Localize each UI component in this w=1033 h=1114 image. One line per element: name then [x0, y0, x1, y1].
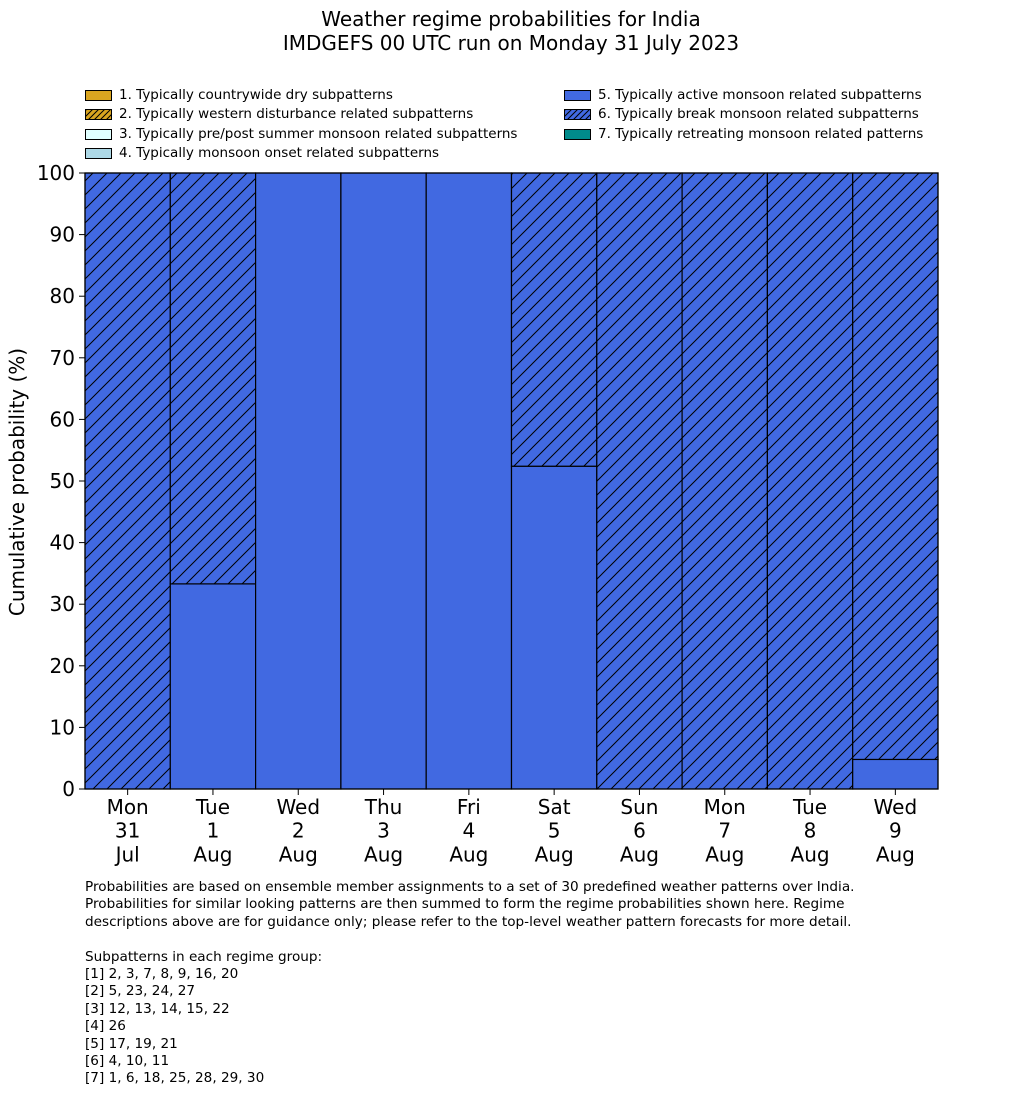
bar-active-4: [426, 173, 511, 789]
x-tick-label: Sun: [620, 795, 659, 819]
x-tick-label: 6: [633, 818, 646, 843]
legend-label: 5. Typically active monsoon related subpatterns: [598, 87, 922, 103]
x-tick-label: Tue: [195, 795, 231, 819]
bar-active-5: [512, 466, 597, 789]
y-tick-label: 20: [49, 653, 75, 678]
bar-break-5: [512, 173, 597, 466]
x-tick-label: Wed: [276, 795, 321, 819]
x-tick-label: Fri: [456, 795, 481, 819]
bar-break-0: [85, 173, 170, 789]
x-tick-label: 8: [803, 818, 817, 843]
bar-active-3: [341, 173, 426, 789]
legend-label: 1. Typically countrywide dry subpatterns: [119, 87, 393, 103]
y-tick-label: 80: [49, 284, 75, 309]
x-tick-label: Aug: [364, 842, 404, 867]
x-tick-label: Thu: [364, 795, 403, 819]
x-tick-label: 5: [547, 818, 561, 843]
x-tick-label: Aug: [790, 842, 830, 867]
x-tick-label: 2: [291, 818, 305, 843]
x-axis: [107, 789, 918, 866]
y-tick-label: 40: [49, 530, 75, 555]
y-tick-label: 70: [49, 345, 75, 370]
group-line: [7] 1, 6, 18, 25, 28, 29, 30: [85, 1070, 265, 1087]
bar-active-9: [853, 759, 938, 789]
x-tick-label: Aug: [193, 842, 233, 867]
footnote-line: Probabilities for similar looking patterns are then summed to form the regime probabilities shown here. Regime: [85, 896, 845, 913]
bar-break-6: [597, 173, 682, 789]
x-tick-label: 1: [206, 818, 220, 843]
group-line: [2] 5, 23, 24, 27: [85, 983, 196, 1000]
footnote-line: descriptions above are for guidance only; please refer to the top-level weather pattern forecasts for more detail.: [85, 913, 852, 930]
bar-break-9: [853, 173, 938, 759]
x-tick-label: 3: [377, 818, 390, 843]
y-tick-label: 10: [49, 715, 75, 740]
y-axis-label: Cumulative probability (%): [5, 347, 29, 617]
group-line: [6] 4, 10, 11: [85, 1053, 170, 1070]
x-tick-label: Wed: [873, 795, 918, 819]
bar-break-8: [767, 173, 852, 789]
legend-label: 7. Typically retreating monsoon related patterns: [598, 125, 924, 142]
y-axis: [37, 161, 85, 801]
y-tick-label: 30: [49, 592, 75, 617]
group-line: [5] 17, 19, 21: [85, 1035, 178, 1052]
x-tick-label: 31: [114, 818, 141, 843]
bar-active-2: [256, 173, 341, 789]
legend-label: 4. Typically monsoon onset related subpatterns: [119, 144, 440, 161]
x-tick-label: Mon: [106, 795, 149, 819]
groups-list: [85, 966, 854, 1088]
y-tick-label: 90: [49, 222, 75, 247]
footnote-paragraph: [85, 879, 854, 931]
x-tick-label: Aug: [449, 842, 489, 867]
bar-active-1: [170, 584, 255, 789]
legend-label: 3. Typically pre/post summer monsoon related subpatterns: [119, 125, 518, 142]
x-tick-label: Sat: [537, 795, 571, 819]
x-tick-label: 7: [718, 818, 732, 843]
x-tick-label: 4: [462, 818, 476, 843]
x-tick-label: Tue: [792, 795, 828, 819]
x-tick-label: Aug: [534, 842, 574, 867]
group-line: [4] 26: [85, 1018, 126, 1035]
group-line: [3] 12, 13, 14, 15, 22: [85, 1000, 230, 1017]
bars-group: [85, 173, 938, 789]
y-tick-label: 60: [49, 407, 75, 432]
x-tick-label: Aug: [705, 842, 745, 867]
footnote-line: Probabilities are based on ensemble member assignments to a set of 30 predefined weather patterns over India.: [85, 879, 855, 895]
bar-break-1: [170, 173, 255, 584]
bar-break-7: [682, 173, 767, 789]
footnotes: [85, 879, 854, 1088]
y-tick-label: 0: [62, 777, 75, 801]
chart-title: Weather regime probabilities for India: [321, 7, 701, 31]
x-tick-label: Aug: [619, 842, 659, 867]
x-tick-label: Aug: [278, 842, 318, 867]
x-tick-label: 9: [888, 818, 902, 843]
x-tick-label: Mon: [703, 795, 746, 819]
x-tick-label: Jul: [115, 842, 140, 867]
y-tick-label: 50: [49, 469, 75, 493]
groups-title: Subpatterns in each regime group:: [85, 948, 323, 965]
chart-subtitle: IMDGEFS 00 UTC run on Monday 31 July 2023: [282, 31, 740, 55]
group-line: [1] 2, 3, 7, 8, 9, 16, 20: [85, 966, 239, 983]
legend-label: 6. Typically break monsoon related subpatterns: [598, 106, 919, 123]
y-tick-label: 100: [36, 161, 75, 185]
legend-label: 2. Typically western disturbance related subpatterns: [119, 106, 474, 123]
x-tick-label: Aug: [875, 842, 915, 867]
